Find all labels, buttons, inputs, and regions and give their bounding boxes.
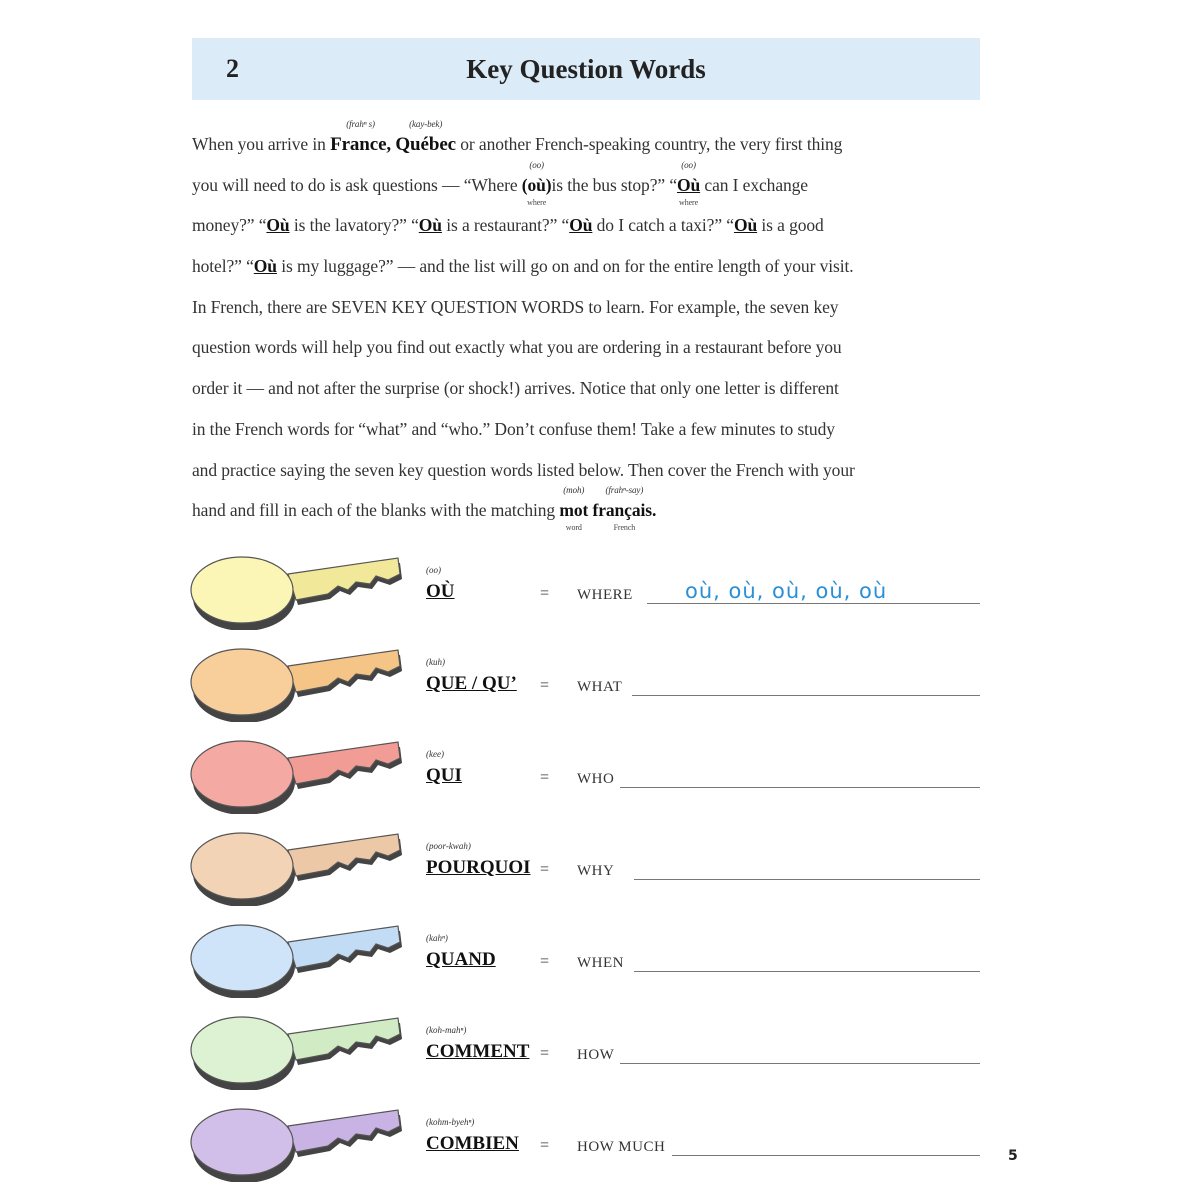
key-blade (288, 742, 400, 784)
key-blade (288, 926, 400, 968)
word-ou: (oo) Où where (676, 159, 701, 207)
key-row (188, 826, 988, 906)
text-span: When you arrive in (192, 134, 326, 154)
question-word: COMMENT (426, 1041, 530, 1062)
pronunciation: (poor-kwah) (426, 841, 471, 851)
chapter-number: 2 (226, 54, 239, 83)
pronunciation: (oo) (426, 565, 441, 575)
text-span: you will need to do is ask questions — “Where (192, 174, 518, 195)
key-blade (288, 834, 400, 876)
answer-blank[interactable] (672, 1155, 980, 1156)
key-bow (191, 1109, 293, 1175)
intro-line: question words will help you find out exactly what you are ordering in a restaurant before you (192, 337, 842, 358)
key-bow (191, 649, 293, 715)
equals-sign: = (540, 585, 550, 602)
key-row (188, 1010, 988, 1090)
question-word: QUAND (426, 949, 496, 970)
equals-sign: = (540, 1137, 550, 1154)
answer-blank[interactable] (647, 603, 980, 604)
intro-line: In French, there are SEVEN KEY QUESTION WORDS to learn. For example, the seven key (192, 296, 839, 317)
key-blade (288, 558, 400, 600)
equals-sign: = (540, 953, 550, 970)
english-meaning: HOW MUCH (577, 1139, 666, 1155)
answer-blank[interactable] (632, 695, 980, 696)
equals-sign: = (540, 861, 550, 878)
word-ou: Où (253, 256, 277, 277)
equals-sign: = (540, 1045, 550, 1062)
word-ou: Où (569, 215, 593, 236)
key-bow (191, 741, 293, 807)
word-ou: Où (418, 215, 442, 236)
word-ou: Où (733, 215, 758, 236)
pronunciation: (kahⁿ) (426, 933, 448, 943)
chapter-title: Key Question Words (466, 54, 706, 84)
word-france: (frahⁿ s) France, (330, 119, 392, 155)
key-bow (191, 833, 293, 899)
intro-paragraph (192, 116, 982, 533)
question-word: POURQUOI (426, 857, 531, 878)
intro-line: hotel?” “Où is my luggage?” — and the list will go on and on for the entire length of your visit. (192, 256, 854, 277)
key-icon (188, 1010, 403, 1090)
key-icon (188, 642, 403, 722)
equals-sign: = (540, 769, 550, 786)
key-row (188, 734, 988, 814)
intro-line: in the French words for “what” and “who.” Don’t confuse them! Take a few minutes to study (192, 418, 835, 439)
key-bow (191, 925, 293, 991)
word-mot: (moh) mot word (559, 485, 589, 533)
word-ou: Où (266, 215, 290, 236)
word-quebec: (kay-bek) Québec (395, 119, 456, 155)
english-meaning: HOW (577, 1047, 615, 1063)
chapter-header (192, 38, 980, 100)
word-francais: (frahⁿ-say) français. French (592, 485, 657, 533)
key-icon (188, 550, 403, 630)
handwritten-answer: où, où, où, où, où (685, 579, 888, 603)
page-number: 5 (1008, 1148, 1018, 1164)
answer-blank[interactable] (634, 971, 980, 972)
question-word: QUE / QU’ (426, 673, 517, 694)
english-meaning: WHERE (577, 587, 633, 603)
english-meaning: WHAT (577, 679, 623, 695)
key-blade (288, 650, 400, 692)
intro-line: and practice saying the seven key question words listed below. Then cover the French with your (192, 459, 855, 480)
answer-blank[interactable] (634, 879, 980, 880)
equals-sign: = (540, 677, 550, 694)
key-icon (188, 918, 403, 998)
intro-line: order it — and not after the surprise (or shock!) arrives. Notice that only one letter is different (192, 378, 839, 399)
question-word: QUI (426, 765, 462, 786)
key-bow (191, 557, 293, 623)
intro-line: money?” “Où is the lavatory?” “Où is a restaurant?” “Où do I catch a taxi?” “Où is a good (192, 215, 824, 236)
text-span: can I exchange (704, 174, 808, 195)
key-blade (288, 1110, 400, 1152)
key-bow (191, 1017, 293, 1083)
key-row (188, 918, 988, 998)
key-icon (188, 734, 403, 814)
key-icon (188, 1102, 403, 1182)
pronunciation: (kohm-byehⁿ) (426, 1117, 475, 1127)
key-icon (188, 826, 403, 906)
pronunciation: (koh-mahⁿ) (426, 1025, 467, 1035)
english-meaning: WHEN (577, 955, 624, 971)
answer-blank[interactable] (620, 787, 980, 788)
answer-blank[interactable] (620, 1063, 980, 1064)
pronunciation: (kuh) (426, 657, 445, 667)
text-span: is the bus stop?” “ (551, 174, 677, 195)
pronunciation: (kee) (426, 749, 444, 759)
key-blade (288, 1018, 400, 1060)
key-row (188, 550, 988, 630)
intro-line: hand and fill in each of the blanks with the matching (moh) mot word (frahⁿ-say) français. French (192, 485, 657, 533)
key-row (188, 642, 988, 722)
intro-line (192, 157, 982, 207)
question-word: OÙ (426, 581, 455, 602)
text-span: or another French-speaking country, the very first thing (460, 134, 843, 154)
word-ou: (oo) (où) where (521, 159, 552, 207)
intro-line (192, 116, 982, 157)
english-meaning: WHY (577, 863, 615, 879)
question-word: COMBIEN (426, 1133, 519, 1154)
key-row (188, 1102, 988, 1182)
english-meaning: WHO (577, 771, 615, 787)
